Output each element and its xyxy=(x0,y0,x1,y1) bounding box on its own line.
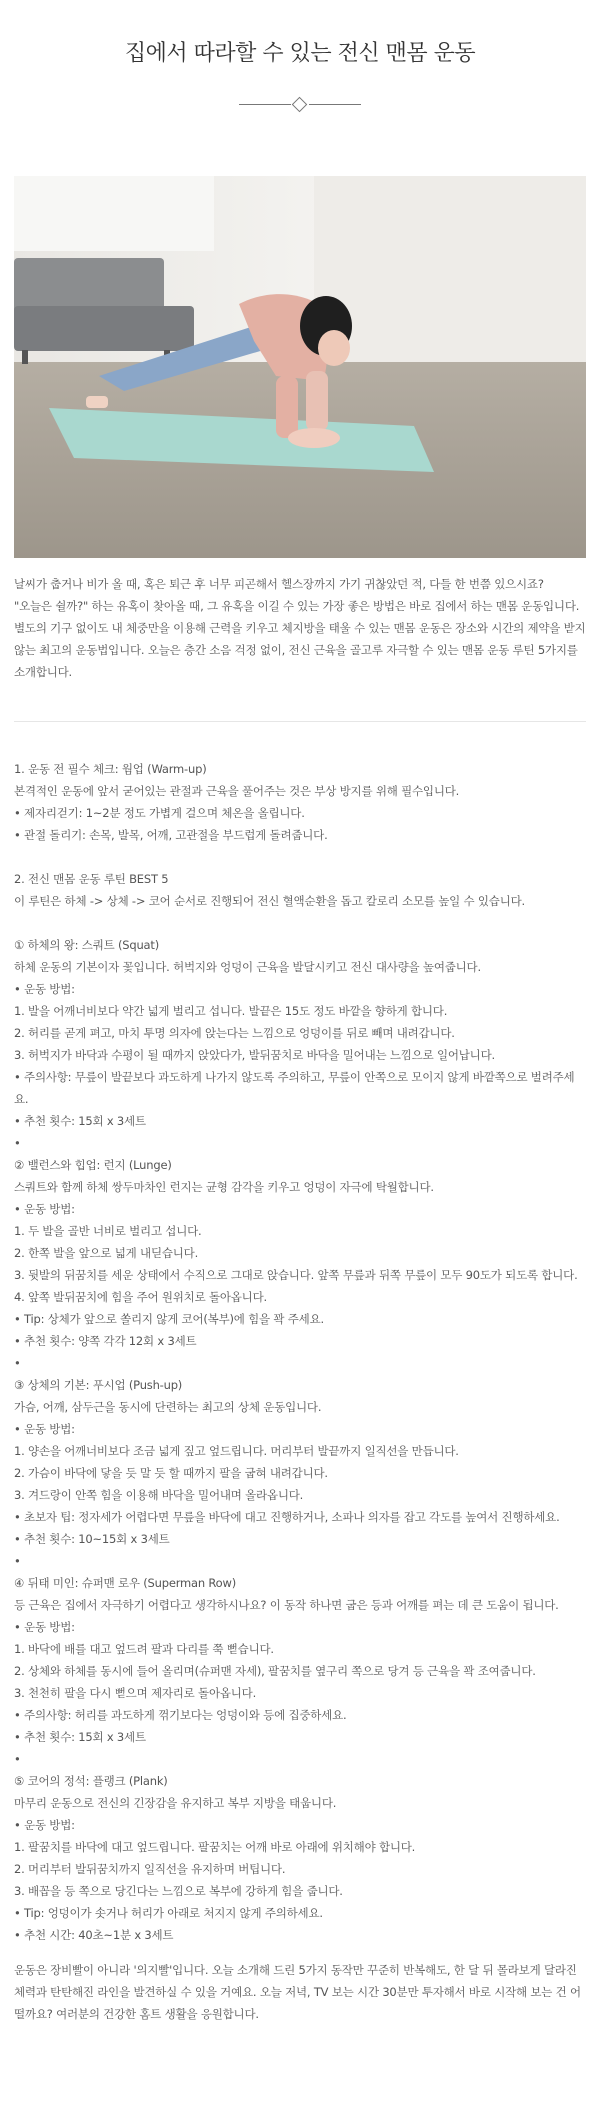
title-divider xyxy=(239,97,361,113)
list-item: • Tip: 엉덩이가 솟거나 허리가 아래로 처지지 않게 주의하세요. xyxy=(14,1906,323,1920)
list-item: • 운동 방법: xyxy=(14,982,75,996)
divider-line-left xyxy=(239,104,291,105)
exercise-heading: ③ 상체의 기본: 푸시업 (Push-up) xyxy=(14,1378,183,1392)
step-item: 3. 허벅지가 바닥과 수평이 될 때까지 앉았다가, 발뒤꿈치로 바닥을 밀어내는 느낌으로 일어납니다. xyxy=(14,1048,495,1062)
empty-bullet: • xyxy=(14,1554,21,1568)
section-divider xyxy=(14,721,586,722)
exercise-desc: 가슴, 어깨, 삼두근을 동시에 단련하는 최고의 상체 운동입니다. xyxy=(14,1400,322,1414)
step-item: 2. 머리부터 발뒤꿈치까지 일직선을 유지하며 버팁니다. xyxy=(14,1862,286,1876)
list-item: • 운동 방법: xyxy=(14,1620,75,1634)
list-item: • 추천 횟수: 10~15회 x 3세트 xyxy=(14,1532,170,1546)
list-item: • 관절 돌리기: 손목, 발목, 어깨, 고관절을 부드럽게 돌려줍니다. xyxy=(14,828,328,842)
exercise-desc: 등 근육은 집에서 자극하기 어렵다고 생각하시나요? 이 동작 하나면 굽은 등과 어깨를 펴는 데 큰 도움이 됩니다. xyxy=(14,1598,559,1612)
outro-paragraph: 운동은 장비빨이 아니라 '의지빨'입니다. 오늘 소개해 드린 5가지 동작만 꾸준히 반복해도, 한 달 뒤 몰라보게 달라진 체력과 탄탄해진 라인을 발견하실 수 있을 거예요. 오늘 저녁, TV 보는 시간 30분만 투자해서 바로 시작해 보는 건 어떨까요? 여러분의 건강한 홈트 생활을 응원합니다. xyxy=(14,1963,581,2021)
page-title: 집에서 따라할 수 있는 전신 맨몸 운동 xyxy=(124,41,476,66)
divider-line-right xyxy=(309,104,361,105)
empty-bullet: • xyxy=(14,1136,21,1150)
step-item: 2. 가슴이 바닥에 닿을 듯 말 듯 할 때까지 팔을 굽혀 내려갑니다. xyxy=(14,1466,328,1480)
step-item: 1. 바닥에 배를 대고 엎드려 팔과 다리를 쭉 뻗습니다. xyxy=(14,1642,274,1656)
exercise-heading: ② 밸런스와 힙업: 런지 (Lunge) xyxy=(14,1158,172,1172)
hero-image-plank xyxy=(14,176,586,558)
empty-bullet: • xyxy=(14,1752,21,1766)
list-item: • 제자리걷기: 1~2분 정도 가볍게 걸으며 체온을 올립니다. xyxy=(14,806,305,820)
intro-line: 별도의 기구 없이도 내 체중만을 이용해 근력을 키우고 체지방을 태울 수 있는 맨몸 운동은 장소와 시간의 제약을 받지 않는 최고의 운동법입니다. 오늘은 층간 소음 걱정 없이, 전신 근육을 골고루 자극할 수 있는 맨몸 운동 루틴 5가지를 소개합니다. xyxy=(14,621,586,679)
step-item: 2. 한쪽 발을 앞으로 넓게 내딛습니다. xyxy=(14,1246,199,1260)
exercise-heading: ① 하체의 왕: 스쿼트 (Squat) xyxy=(14,938,159,952)
list-item: • 운동 방법: xyxy=(14,1818,75,1832)
list-item: • 추천 횟수: 15회 x 3세트 xyxy=(14,1730,146,1744)
step-item: 2. 상체와 하체를 동시에 들어 올리며(슈퍼맨 자세), 팔꿈치를 옆구리 쪽으로 당겨 등 근육을 꽉 조여줍니다. xyxy=(14,1664,536,1678)
list-item: • 추천 시간: 40초~1분 x 3세트 xyxy=(14,1928,174,1942)
list-item: • 주의사항: 무릎이 발끝보다 과도하게 나가지 않도록 주의하고, 무릎이 안쪽으로 모이지 않게 바깥쪽으로 벌려주세요. xyxy=(14,1070,575,1106)
intro-paragraph xyxy=(14,573,586,683)
step-item: 4. 앞쪽 발뒤꿈치에 힘을 주어 원위치로 돌아옵니다. xyxy=(14,1290,267,1304)
step-item: 3. 뒷발의 뒤꿈치를 세운 상태에서 수직으로 그대로 앉습니다. 앞쪽 무릎과 뒤쪽 무릎이 모두 90도가 되도록 합니다. xyxy=(14,1268,578,1282)
exercise-desc: 마무리 운동으로 전신의 긴장감을 유지하고 복부 지방을 태웁니다. xyxy=(14,1796,337,1810)
exercise-heading: ⑤ 코어의 정석: 플랭크 (Plank) xyxy=(14,1774,168,1788)
section-heading: 1. 운동 전 필수 체크: 웜업 (Warm-up) xyxy=(14,762,207,776)
step-item: 3. 배꼽을 등 쪽으로 당긴다는 느낌으로 복부에 강하게 힘을 줍니다. xyxy=(14,1884,343,1898)
list-item: • 운동 방법: xyxy=(14,1422,75,1436)
divider-diamond-icon xyxy=(292,97,308,113)
step-item: 3. 겨드랑이 안쪽 힘을 이용해 바닥을 밀어내며 올라옵니다. xyxy=(14,1488,304,1502)
step-item: 1. 두 발을 골반 너비로 벌리고 섭니다. xyxy=(14,1224,202,1238)
intro-line: 날씨가 춥거나 비가 올 때, 혹은 퇴근 후 너무 피곤해서 헬스장까지 가기 귀찮았던 적, 다들 한 번쯤 있으시죠? xyxy=(14,577,544,591)
list-item: • 초보자 팁: 정자세가 어렵다면 무릎을 바닥에 대고 진행하거나, 소파나 의자를 잡고 각도를 높여서 진행하세요. xyxy=(14,1510,560,1524)
list-item: • 추천 횟수: 양쪽 각각 12회 x 3세트 xyxy=(14,1334,197,1348)
list-item: • 운동 방법: xyxy=(14,1202,75,1216)
list-item: • 주의사항: 허리를 과도하게 꺾기보다는 엉덩이와 등에 집중하세요. xyxy=(14,1708,347,1722)
step-item: 1. 양손을 어깨너비보다 조금 넓게 짚고 엎드립니다. 머리부터 발끝까지 일직선을 만듭니다. xyxy=(14,1444,459,1458)
step-item: 1. 발을 어깨너비보다 약간 넓게 벌리고 섭니다. 발끝은 15도 정도 바깥을 향하게 합니다. xyxy=(14,1004,448,1018)
section-desc: 본격적인 운동에 앞서 굳어있는 관절과 근육을 풀어주는 것은 부상 방지를 위해 필수입니다. xyxy=(14,784,460,798)
empty-bullet: • xyxy=(14,1356,21,1370)
section-heading: 2. 전신 맨몸 운동 루틴 BEST 5 xyxy=(14,872,169,886)
list-item: • 추천 횟수: 15회 x 3세트 xyxy=(14,1114,146,1128)
section-desc: 이 루틴은 하체 -> 상체 -> 코어 순서로 진행되어 전신 혈액순환을 돕고 칼로리 소모를 높일 수 있습니다. xyxy=(14,894,525,908)
article-body xyxy=(14,758,586,1946)
step-item: 3. 천천히 팔을 다시 뻗으며 제자리로 돌아옵니다. xyxy=(14,1686,257,1700)
step-item: 1. 팔꿈치를 바닥에 대고 엎드립니다. 팔꿈치는 어깨 바로 아래에 위치해야 합니다. xyxy=(14,1840,416,1854)
list-item: • Tip: 상체가 앞으로 쏠리지 않게 코어(복부)에 힘을 꽉 주세요. xyxy=(14,1312,324,1326)
step-item: 2. 허리를 곧게 펴고, 마치 투명 의자에 앉는다는 느낌으로 엉덩이를 뒤로 빼며 내려갑니다. xyxy=(14,1026,455,1040)
exercise-desc: 스쿼트와 함께 하체 쌍두마차인 런지는 균형 감각을 키우고 엉덩이 자극에 탁월합니다. xyxy=(14,1180,434,1194)
exercise-heading: ④ 뒤태 미인: 슈퍼맨 로우 (Superman Row) xyxy=(14,1576,237,1590)
intro-line: "오늘은 쉴까?" 하는 유혹이 찾아올 때, 그 유혹을 이길 수 있는 가장 좋은 방법은 바로 집에서 하는 맨몸 운동입니다. xyxy=(14,599,580,613)
exercise-desc: 하체 운동의 기본이자 꽃입니다. 허벅지와 엉덩이 근육을 발달시키고 전신 대사량을 높여줍니다. xyxy=(14,960,481,974)
